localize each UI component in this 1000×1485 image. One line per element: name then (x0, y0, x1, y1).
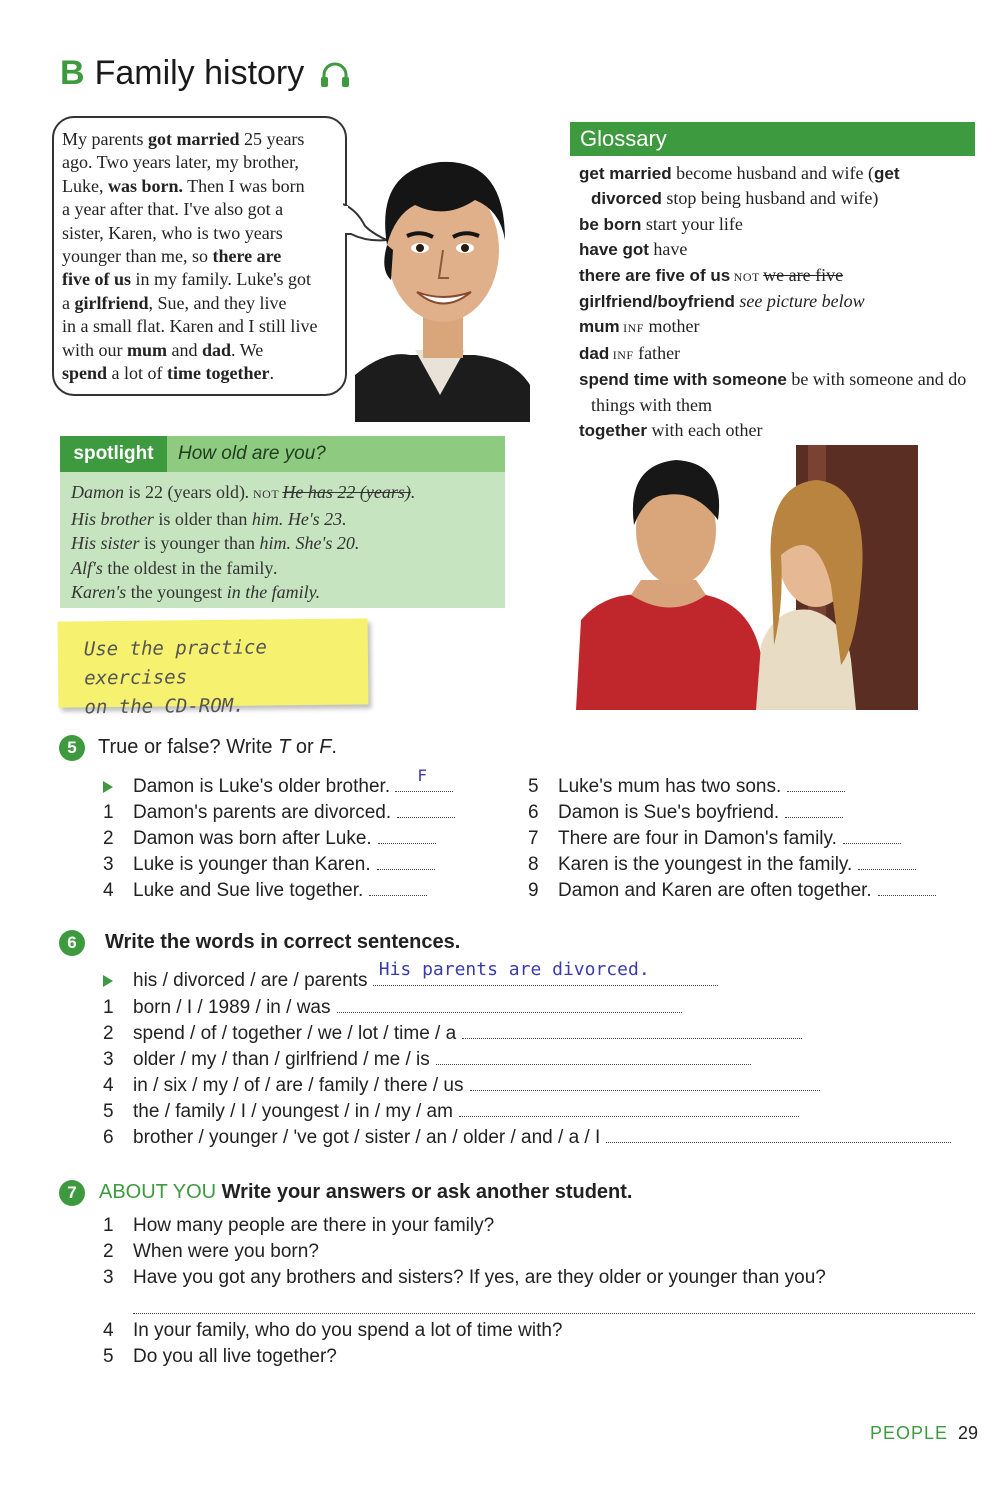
item-text: Have you got any brothers and sisters? If yes, are they older or younger than you? (133, 1267, 826, 1288)
bubble-text: . (269, 363, 274, 384)
spotlight-question: How old are you? (178, 443, 326, 464)
glossary-item (579, 418, 974, 443)
bubble-text: a year after that. I've also (62, 199, 248, 220)
spotlight-line: Karen's the youngest in the family. (71, 582, 321, 603)
answer-blank[interactable] (787, 790, 845, 792)
bubble-text: younger than me, so (62, 246, 213, 267)
exercise-item (103, 1239, 975, 1265)
item-text: Luke is younger than Karen. (133, 854, 371, 875)
bold-phrase: mum (127, 339, 167, 360)
exercise-7-list (103, 1213, 975, 1370)
bubble-text: 25 years (239, 129, 305, 149)
exercise-6-list (103, 995, 951, 1151)
sticky-note (58, 618, 369, 719)
spotlight-examples (71, 480, 415, 605)
item-number: 1 (103, 802, 114, 823)
glossary-term: girlfriend/boyfriend (579, 292, 735, 312)
exercise-5-title: True or false? Write T or F. (98, 736, 337, 758)
bubble-text: in a small flat. Karen and I still live (62, 316, 318, 337)
example-arrow-icon (103, 781, 113, 793)
exercise-6-number: 6 (59, 930, 85, 956)
bold-phrase: there are (212, 246, 282, 267)
item-number: 5 (103, 1346, 114, 1367)
item-number: 1 (103, 997, 114, 1018)
bubble-line (62, 198, 337, 221)
exercise-item (103, 878, 455, 904)
bold-phrase: dad (202, 339, 232, 360)
glossary-item (579, 341, 974, 367)
glossary-item (579, 289, 974, 314)
glossary-term: have got (579, 240, 649, 260)
exercise-item (528, 852, 936, 878)
page-footer (870, 1423, 978, 1444)
bubble-text: ago. Two years later, my brother, (62, 152, 299, 173)
exercise-5-right-list (528, 774, 936, 904)
glossary-term: together (579, 421, 647, 441)
exercise-item (103, 1265, 975, 1291)
footer-section-label: PEOPLE (870, 1423, 949, 1443)
spotlight-line: Damon is 22 (years old). NOT He has 22 (years). (71, 482, 416, 502)
glossary-term: be born (579, 214, 642, 234)
exercise-item (103, 852, 455, 878)
bubble-text: . We (231, 339, 264, 360)
bold-phrase: was born. (107, 175, 183, 196)
spotlight-line: His brother is older than him. He's 23. (71, 508, 347, 529)
glossary-term: spend time with someone (579, 370, 787, 390)
bubble-text: a (270, 199, 284, 220)
exercise-5-number: 5 (59, 735, 85, 761)
item-text: Luke and Sue live together. (133, 880, 364, 901)
exercise-item (528, 826, 936, 852)
bubble-text: with our (62, 339, 127, 360)
bubble-line (62, 268, 337, 291)
bubble-text: Luke, (62, 175, 108, 196)
glossary-item (579, 237, 974, 262)
exercise-5-example: Damon is Luke's older brother. F (103, 774, 453, 800)
item-text: How many people are there in your family? (133, 1215, 495, 1236)
glossary-term: get divorced (591, 164, 900, 209)
glossary-item (579, 367, 974, 418)
answer-blank[interactable] (878, 894, 936, 896)
glossary-item (579, 161, 974, 212)
answer-blank[interactable] (436, 1063, 751, 1065)
glossary-definition: have (648, 239, 688, 260)
bold-phrase: spend (62, 363, 108, 384)
glossary-term: dad (579, 343, 610, 363)
glossary-definition: with each other (647, 420, 763, 441)
bold-phrase: five of us (62, 269, 131, 290)
speech-bubble (52, 116, 347, 396)
exercise-item (103, 1099, 951, 1125)
inf-label: INF (619, 321, 644, 336)
damon-portrait-illustration (355, 150, 530, 422)
answer-blank[interactable] (337, 1011, 682, 1013)
bubble-text: in my family. Luke's got (131, 269, 312, 290)
item-text: Damon is Sue's boyfriend. (558, 802, 780, 823)
bubble-line (62, 292, 337, 315)
item-text: Luke's mum has two sons. (558, 776, 782, 797)
bubble-text: My parents (62, 129, 148, 149)
glossary-item (579, 212, 974, 237)
section-title (60, 54, 350, 93)
bubble-line (62, 222, 337, 245)
item-text: the / family / I / youngest / in / my / am (133, 1101, 453, 1122)
item-number: 8 (528, 854, 539, 875)
glossary-term: mum (579, 317, 620, 337)
headphones-icon[interactable] (320, 62, 350, 88)
item-number: 3 (103, 1049, 114, 1070)
bubble-text: got (247, 199, 271, 220)
exercise-item (528, 878, 936, 904)
answer-blank[interactable] (462, 1037, 802, 1039)
page-number: 29 (958, 1423, 979, 1443)
answer-line[interactable]: His parents are divorced. (373, 971, 718, 986)
exercise-item (103, 826, 455, 852)
glossary-term: get married (579, 164, 672, 183)
bubble-text: a lot of (107, 363, 168, 384)
item-text: Do you all live together? (133, 1346, 337, 1367)
item-number: 7 (528, 828, 539, 849)
item-number: 4 (103, 1320, 114, 1341)
sticky-note-text: Use the practice exercises on the CD-ROM. (83, 636, 267, 719)
answer-blank[interactable] (377, 868, 435, 870)
bubble-line (62, 362, 337, 385)
spotlight-line: His sister is younger than him. She's 20. (71, 533, 360, 554)
exercise-item (103, 1021, 951, 1047)
glossary-list (579, 161, 974, 443)
item-number: 2 (103, 828, 114, 849)
answer-blank[interactable] (378, 842, 436, 844)
exercise-item (528, 774, 936, 800)
answer-blank[interactable] (397, 816, 455, 818)
bubble-line (62, 245, 337, 268)
item-number: 2 (103, 1023, 114, 1044)
exercise-item (528, 800, 936, 826)
item-text: Karen is the youngest in the family. (558, 854, 853, 875)
exercise-item (103, 1318, 975, 1344)
item-number: 1 (103, 1215, 114, 1236)
item-number: 9 (528, 880, 539, 901)
exercise-item (103, 800, 455, 826)
example-arrow-icon (103, 975, 113, 987)
exercise-item (103, 1047, 951, 1073)
bold-phrase: got married (147, 129, 240, 149)
bold-phrase: girlfriend (74, 292, 149, 313)
exercise-item (103, 1344, 975, 1370)
spotlight-line: Alf's the oldest in the family. (71, 557, 278, 578)
item-text: older / my / than / girlfriend / me / is (133, 1049, 430, 1070)
exercise-item (103, 1213, 975, 1239)
exercise-6-title: Write the words in correct sentences. (105, 931, 461, 953)
item-text: Damon was born after Luke. (133, 828, 372, 849)
item-number: 5 (103, 1101, 114, 1122)
glossary-definition: see picture below (734, 291, 865, 312)
answer-blank[interactable] (369, 894, 427, 896)
section-letter: B (60, 54, 85, 92)
exercise-item (103, 1073, 951, 1099)
section-title-text: Family history (94, 54, 305, 92)
item-text: born / I / 1989 / in / was (133, 997, 331, 1018)
bubble-text: and (167, 339, 202, 360)
exercise-5-left-list (103, 800, 455, 904)
inf-label: INF (609, 347, 634, 362)
answer-blank[interactable] (785, 816, 843, 818)
bubble-text: , Sue, and they live (148, 292, 287, 313)
glossary-item (579, 263, 974, 289)
item-text: There are four in Damon's family. (558, 828, 837, 849)
bubble-text: sister, Karen, who is two years (62, 222, 283, 243)
glossary-definition: stop being husband and wife) (661, 188, 879, 209)
exercise-7-number: 7 (59, 1180, 85, 1206)
bubble-line (62, 151, 337, 174)
bubble-text: a (62, 292, 75, 313)
glossary-term: there are five of us (579, 265, 731, 285)
exercise-item (103, 1125, 951, 1151)
item-text: Damon's parents are divorced. (133, 802, 392, 823)
item-number: 3 (103, 854, 114, 875)
bubble-line (62, 175, 337, 198)
glossary-definition: father (633, 342, 681, 363)
couple-illustration (576, 445, 918, 710)
not-label: NOT (730, 269, 764, 284)
answer-line[interactable] (133, 1291, 975, 1314)
spotlight-box (60, 436, 505, 608)
bold-phrase: time together (167, 363, 270, 384)
answer-blank[interactable] (858, 868, 916, 870)
item-text: In your family, who do you spend a lot of time with? (133, 1320, 563, 1341)
glossary-item (579, 314, 974, 340)
answer-blank[interactable] (606, 1141, 951, 1143)
spotlight-label: spotlight (60, 436, 167, 472)
item-text: Damon and Karen are often together. (558, 880, 872, 901)
item-text: brother / younger / 've got / sister / an / older / and / a / I (133, 1127, 601, 1148)
exercise-7-title: ABOUT YOU Write your answers or ask another student. (99, 1181, 633, 1203)
answer-blank[interactable] (470, 1089, 820, 1091)
glossary-definition: start your life (641, 213, 743, 234)
answer-blank[interactable]: F (395, 777, 453, 792)
item-text: spend / of / together / we / lot / time / a (133, 1023, 457, 1044)
item-text: in / six / my / of / are / family / there / us (133, 1075, 464, 1096)
bubble-line (62, 315, 337, 338)
glossary-definition: mother (643, 316, 700, 337)
answer-blank[interactable] (843, 842, 901, 844)
item-number: 5 (528, 776, 539, 797)
answer-blank[interactable] (459, 1115, 799, 1117)
wrong-form: we are five (763, 264, 844, 285)
item-number: 4 (103, 880, 114, 901)
bubble-line (62, 128, 337, 151)
glossary-definition: become husband and wife ( (671, 163, 875, 183)
item-number: 6 (103, 1127, 114, 1148)
item-number: 4 (103, 1075, 114, 1096)
bubble-text: Then I was born (183, 175, 305, 196)
bubble-line (62, 339, 337, 362)
glossary-header: Glossary (570, 122, 975, 156)
glossary-definition: be with someone and do things with them (591, 369, 967, 415)
item-number: 3 (103, 1267, 114, 1288)
item-number: 2 (103, 1241, 114, 1262)
item-text: When were you born? (133, 1241, 319, 1262)
exercise-6-example: his / divorced / are / parents His parents are divorced. (103, 968, 718, 994)
item-number: 6 (528, 802, 539, 823)
exercise-item (103, 995, 951, 1021)
